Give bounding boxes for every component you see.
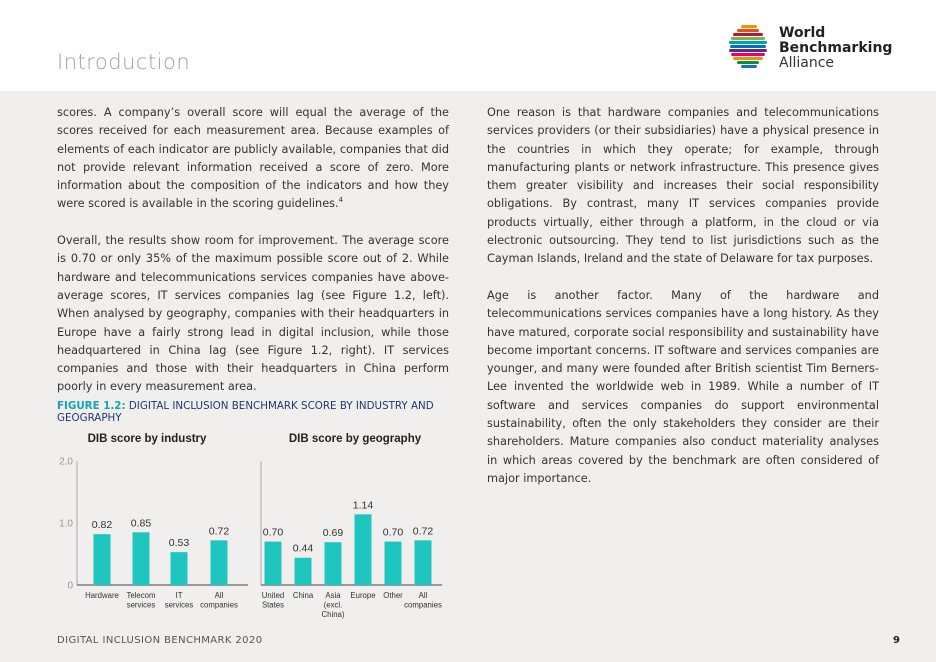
bar-value-label: 1.14 <box>352 499 374 512</box>
logo-line-alliance: Alliance <box>779 55 835 71</box>
wba-logo-mark-icon <box>729 24 775 70</box>
left-column <box>57 104 449 415</box>
paragraph: Overall, the results show room for improvement. The average score is 0.70 or only 35% of the maximum possible score out of 2. While hardware and telecommunications services companies have above-average scores, IT services companies lag (see Figure 1.2, left). When analysed by geography, companies with their headquarters in Europe have a fairly strong lead in digital inclusion, while those headquartered in China lag (see Figure 1.2, right). IT services companies and those with their headquarters in China perform poorly in every measurement area. <box>57 234 449 394</box>
wba-logo <box>729 24 893 72</box>
bar <box>355 514 372 585</box>
x-tick-label: Other <box>383 591 403 600</box>
paragraph-text: scores. A company’s overall score will equal the average of the scores received for each measurement area. Because examples of elements of each indicator are publicly available, companies that did not provide relevant information received a score of zero. More information about the composition of the indicators and how they were scored is available in the scoring guidelines. <box>57 106 449 211</box>
figure-chart <box>50 425 450 625</box>
x-tick-label: companies <box>200 600 238 610</box>
bar-value-label: 0.72 <box>412 525 434 538</box>
x-tick-label: United <box>261 591 285 600</box>
bar <box>415 540 432 585</box>
x-tick-label: companies <box>404 600 442 610</box>
x-tick-label: Hardware <box>85 591 119 600</box>
logo-line-world: World <box>779 25 826 41</box>
x-tick-label: China) <box>321 610 345 619</box>
bar-value-label: 0.82 <box>91 519 113 532</box>
section-title: Introduction <box>57 50 191 74</box>
x-tick-label: States <box>261 600 285 610</box>
bar-value-label: 0.70 <box>262 526 284 539</box>
bar <box>385 542 402 585</box>
paragraph: Age is another factor. Many of the hardware and telecommunications services companies have a long history. As they have matured, corporate social responsibility and sustainability have become important concerns. IT software and services companies are younger, and many were founded after British scientist Tim Berners-Lee invented the worldwide web in 1989. While a number of IT software and services companies do support environmental sustainability, often the only stakeholders they consider are their shareholders. Mature companies also conduct materiality analyses in which areas covered by the benchmark are often considered of major importance. <box>487 288 879 485</box>
footnote-ref: 4 <box>338 196 344 205</box>
logo-line-benchmarking: Benchmarking <box>779 40 893 56</box>
x-tick-label: China <box>292 591 314 600</box>
figure-number: FIGURE 1.2: <box>57 400 126 412</box>
right-column <box>487 104 879 507</box>
bar-value-label: 0.70 <box>382 526 404 539</box>
chart-title: DIB score by industry <box>87 433 207 445</box>
y-tick-label: 1.0 <box>59 518 73 530</box>
bar <box>265 542 282 585</box>
bar-value-label: 0.69 <box>322 527 344 540</box>
bar <box>94 534 111 585</box>
chart-title: DIB score by geography <box>288 433 422 445</box>
x-tick-label: Europe <box>350 591 376 600</box>
wba-logo-text <box>779 26 892 71</box>
bar <box>133 532 150 585</box>
bar-value-label: 0.44 <box>292 542 314 555</box>
x-tick-label: All <box>418 591 428 600</box>
x-tick-label: (excl. <box>323 600 343 610</box>
x-tick-label: Asia <box>325 591 341 600</box>
x-tick-label: All <box>214 591 224 600</box>
y-tick-label: 0 <box>67 580 73 592</box>
bar-value-label: 0.85 <box>130 517 152 530</box>
bar <box>325 542 342 585</box>
figure-caption-text: DIGITAL INCLUSION BENCHMARK SCORE BY INDUSTRY AND GEOGRAPHY <box>57 400 434 424</box>
paragraph: One reason is that hardware companies and telecommunications services providers (or their subsidiaries) have a physical presence in the countries in which they operate; for example, through manufacturing plants or network infrastructure. This presence gives them greater visibility and increases their social responsibility obligations. By contrast, many IT services companies provide products virtually, either through a platform, in the cloud or via electronic outsourcing. They tend to list jurisdictions such as the Cayman Islands, Ireland and the state of Delaware for tax purposes. <box>487 106 879 266</box>
bar-value-label: 0.53 <box>168 537 190 550</box>
x-tick-label: services <box>126 600 156 610</box>
paragraph <box>57 104 449 214</box>
page-number: 9 <box>893 635 900 646</box>
bar <box>171 552 188 585</box>
x-tick-label: Telecom <box>126 591 156 600</box>
x-tick-label: services <box>164 600 194 610</box>
bar <box>211 540 228 585</box>
figure-caption <box>57 400 449 424</box>
bar-value-label: 0.72 <box>208 525 230 538</box>
x-tick-label: IT <box>175 591 183 600</box>
page-header <box>0 0 936 91</box>
y-tick-label: 2.0 <box>59 456 73 468</box>
footer-publication-title: DIGITAL INCLUSION BENCHMARK 2020 <box>57 635 263 646</box>
bar <box>295 558 312 585</box>
